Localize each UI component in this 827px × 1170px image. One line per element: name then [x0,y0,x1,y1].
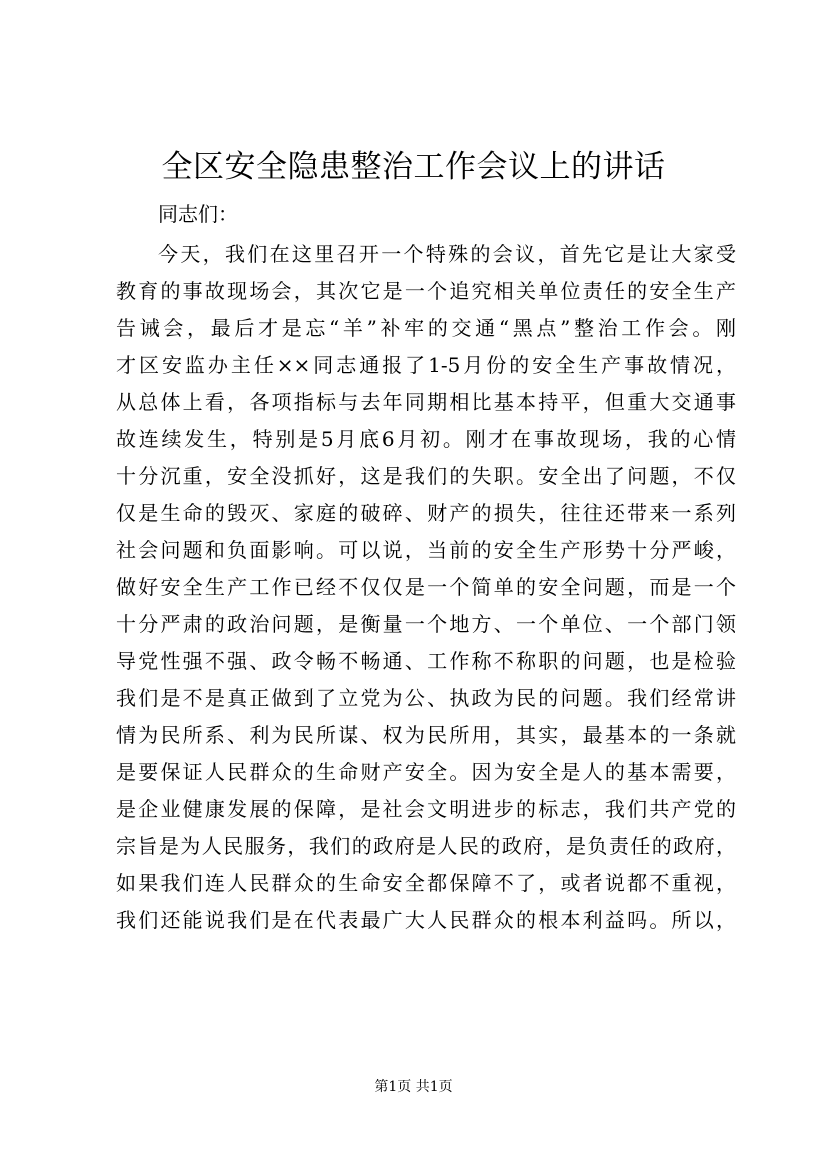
text-line: 我们是不是真正做到了立党为公、执政为民的问题。我们经常讲 [116,686,736,710]
salutation: 同志们： [158,202,238,226]
text-line: 情为民所系、利为民所谋、权为民所用，其实，最基本的一条就 [116,723,736,747]
text-line: 我们还能说我们是在代表最广大人民群众的根本利益吗。所以， [116,908,736,932]
text-line: 教育的事故现场会，其次它是一个追究相关单位责任的安全生产 [116,279,736,303]
text-line: 今天，我们在这里召开一个特殊的会议，首先它是让大家受 [158,242,736,266]
document-title: 全区安全隐患整治工作会议上的讲话 [161,149,666,185]
text-line: 宗旨是为人民服务，我们的政府是人民的政府，是负责任的政府， [116,834,736,858]
page-footer: 第1页 共1页 [374,1079,453,1095]
body-text [116,236,736,939]
text-line: 告诫会，最后才是忘“羊”补牢的交通“黑点”整治工作会。刚 [116,316,736,340]
text-line: 社会问题和负面影响。可以说，当前的安全生产形势十分严峻， [116,538,736,562]
text-line: 故连续发生，特别是5月底6月初。刚才在事故现场，我的心情 [116,427,736,451]
text-line: 仅是生命的毁灭、家庭的破碎、财产的损失，往往还带来一系列 [116,501,736,525]
text-line: 如果我们连人民群众的生命安全都保障不了，或者说都不重视， [116,871,736,895]
text-line: 导党性强不强、政令畅不畅通、工作称不称职的问题，也是检验 [116,649,736,673]
text-line: 是要保证人民群众的生命财产安全。因为安全是人的基本需要， [116,760,736,784]
text-line: 才区安监办主任××同志通报了1-5月份的安全生产事故情况， [116,353,736,377]
text-line: 是企业健康发展的保障，是社会文明进步的标志，我们共产党的 [116,797,736,821]
text-line: 十分沉重，安全没抓好，这是我们的失职。安全出了问题，不仅 [116,464,736,488]
text-line: 做好安全生产工作已经不仅仅是一个简单的安全问题，而是一个 [116,575,736,599]
text-line: 从总体上看，各项指标与去年同期相比基本持平，但重大交通事 [116,390,736,414]
text-line: 十分严肃的政治问题，是衡量一个地方、一个单位、一个部门领 [116,612,736,636]
